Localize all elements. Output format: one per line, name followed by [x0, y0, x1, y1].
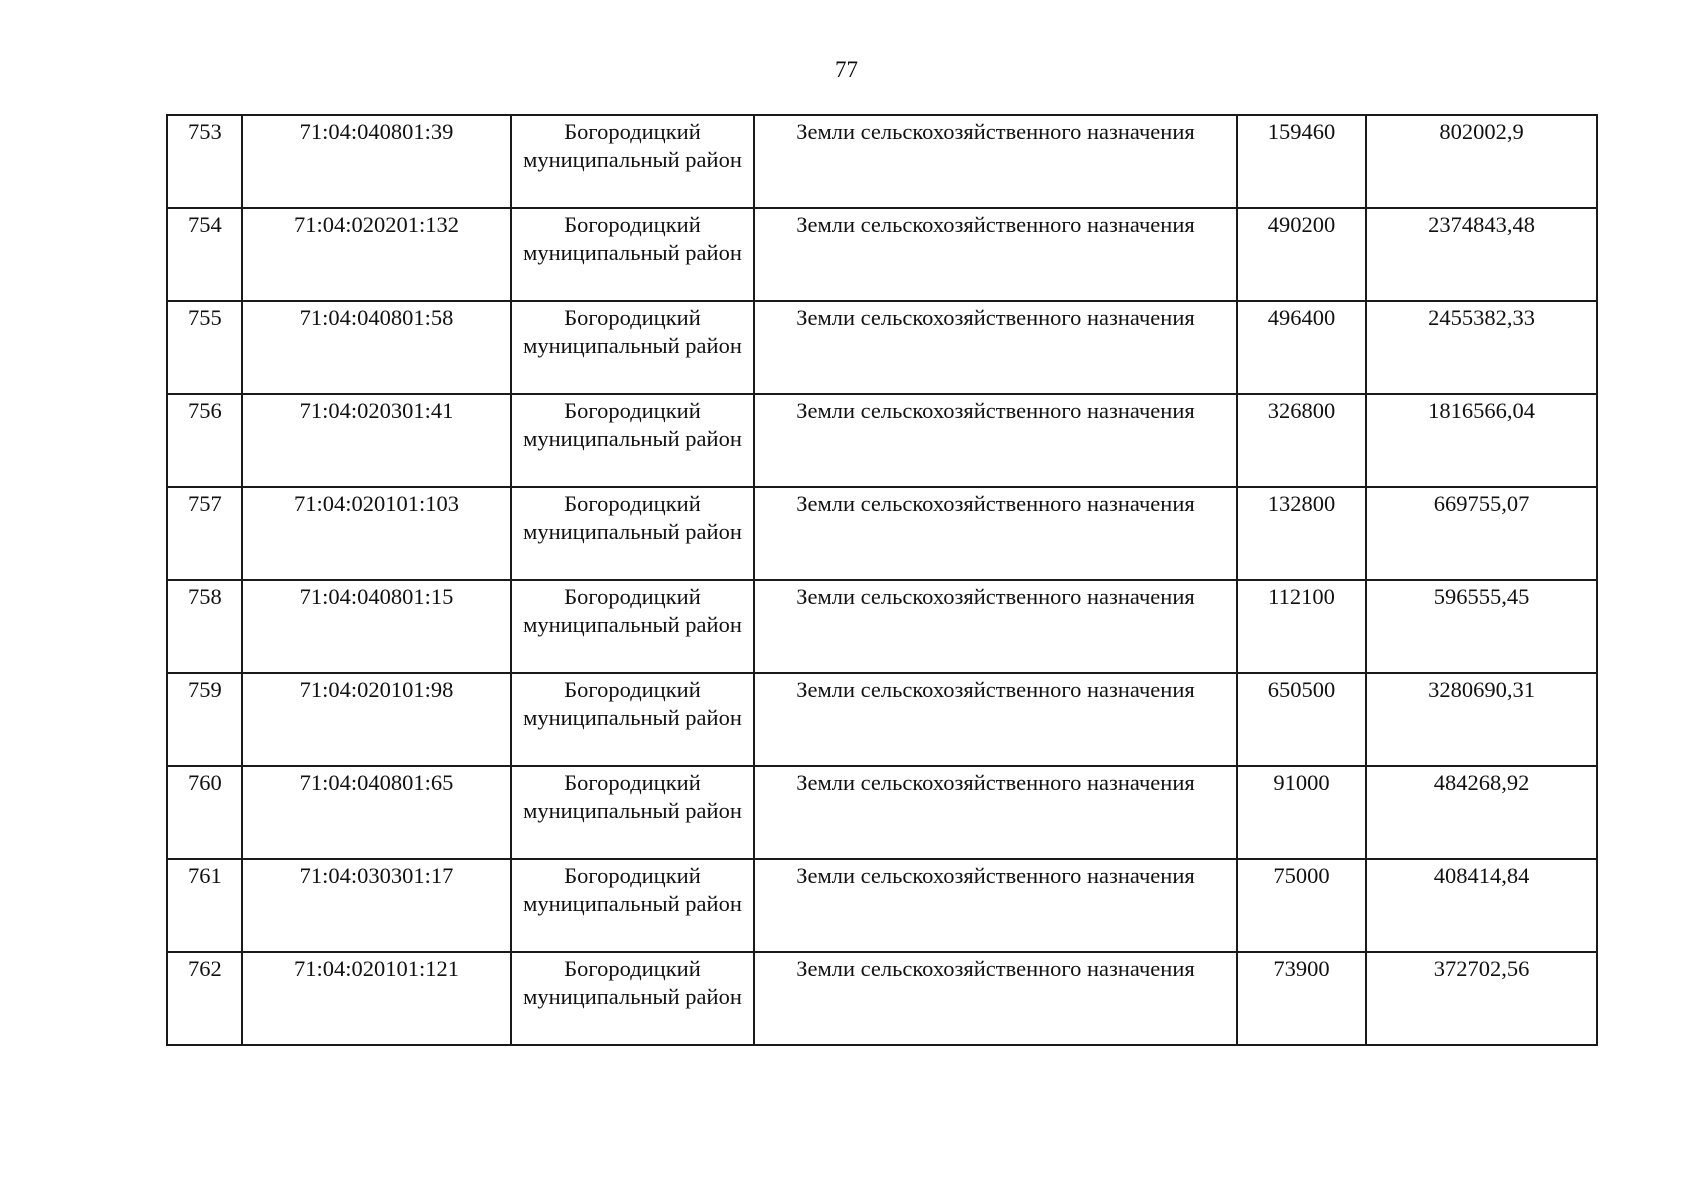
municipality-cell: Богородицкий муниципальный район [511, 952, 754, 1045]
area-cell: 75000 [1237, 859, 1366, 952]
cadastral-number-cell: 71:04:020101:121 [242, 952, 511, 1045]
municipality-cell: Богородицкий муниципальный район [511, 859, 754, 952]
table-row [167, 766, 1597, 859]
table-row [167, 487, 1597, 580]
land-category-cell: Земли сельскохозяйственного назначения [754, 859, 1237, 952]
land-registry-table [166, 114, 1598, 1046]
row-number-cell: 756 [167, 394, 242, 487]
cadastral-number-cell: 71:04:040801:15 [242, 580, 511, 673]
area-cell: 159460 [1237, 115, 1366, 208]
land-category-cell: Земли сельскохозяйственного назначения [754, 208, 1237, 301]
table-body [167, 115, 1597, 1045]
cadastral-value-cell: 372702,56 [1366, 952, 1597, 1045]
area-cell: 73900 [1237, 952, 1366, 1045]
municipality-cell: Богородицкий муниципальный район [511, 208, 754, 301]
table-row [167, 859, 1597, 952]
cadastral-value-cell: 3280690,31 [1366, 673, 1597, 766]
cadastral-number-cell: 71:04:030301:17 [242, 859, 511, 952]
table-row [167, 580, 1597, 673]
cadastral-value-cell: 596555,45 [1366, 580, 1597, 673]
area-cell: 326800 [1237, 394, 1366, 487]
land-category-cell: Земли сельскохозяйственного назначения [754, 766, 1237, 859]
row-number-cell: 754 [167, 208, 242, 301]
municipality-cell: Богородицкий муниципальный район [511, 301, 754, 394]
cadastral-value-cell: 669755,07 [1366, 487, 1597, 580]
area-cell: 91000 [1237, 766, 1366, 859]
land-category-cell: Земли сельскохозяйственного назначения [754, 115, 1237, 208]
row-number-cell: 755 [167, 301, 242, 394]
cadastral-value-cell: 408414,84 [1366, 859, 1597, 952]
municipality-cell: Богородицкий муниципальный район [511, 580, 754, 673]
row-number-cell: 758 [167, 580, 242, 673]
table-row [167, 952, 1597, 1045]
table-row [167, 115, 1597, 208]
municipality-cell: Богородицкий муниципальный район [511, 115, 754, 208]
table-row [167, 394, 1597, 487]
municipality-cell: Богородицкий муниципальный район [511, 673, 754, 766]
cadastral-number-cell: 71:04:020301:41 [242, 394, 511, 487]
cadastral-value-cell: 2374843,48 [1366, 208, 1597, 301]
area-cell: 132800 [1237, 487, 1366, 580]
cadastral-number-cell: 71:04:020101:103 [242, 487, 511, 580]
cadastral-value-cell: 484268,92 [1366, 766, 1597, 859]
land-category-cell: Земли сельскохозяйственного назначения [754, 301, 1237, 394]
land-category-cell: Земли сельскохозяйственного назначения [754, 952, 1237, 1045]
land-category-cell: Земли сельскохозяйственного назначения [754, 487, 1237, 580]
area-cell: 650500 [1237, 673, 1366, 766]
municipality-cell: Богородицкий муниципальный район [511, 766, 754, 859]
area-cell: 496400 [1237, 301, 1366, 394]
cadastral-value-cell: 1816566,04 [1366, 394, 1597, 487]
row-number-cell: 753 [167, 115, 242, 208]
table-row [167, 673, 1597, 766]
cadastral-value-cell: 802002,9 [1366, 115, 1597, 208]
table-row [167, 301, 1597, 394]
land-category-cell: Земли сельскохозяйственного назначения [754, 673, 1237, 766]
cadastral-number-cell: 71:04:040801:39 [242, 115, 511, 208]
cadastral-number-cell: 71:04:020101:98 [242, 673, 511, 766]
cadastral-number-cell: 71:04:040801:65 [242, 766, 511, 859]
row-number-cell: 762 [167, 952, 242, 1045]
cadastral-number-cell: 71:04:020201:132 [242, 208, 511, 301]
cadastral-value-cell: 2455382,33 [1366, 301, 1597, 394]
land-category-cell: Земли сельскохозяйственного назначения [754, 580, 1237, 673]
row-number-cell: 759 [167, 673, 242, 766]
area-cell: 112100 [1237, 580, 1366, 673]
page-number: 77 [835, 57, 858, 82]
land-category-cell: Земли сельскохозяйственного назначения [754, 394, 1237, 487]
row-number-cell: 760 [167, 766, 242, 859]
cadastral-number-cell: 71:04:040801:58 [242, 301, 511, 394]
row-number-cell: 761 [167, 859, 242, 952]
municipality-cell: Богородицкий муниципальный район [511, 487, 754, 580]
area-cell: 490200 [1237, 208, 1366, 301]
municipality-cell: Богородицкий муниципальный район [511, 394, 754, 487]
row-number-cell: 757 [167, 487, 242, 580]
table-row [167, 208, 1597, 301]
